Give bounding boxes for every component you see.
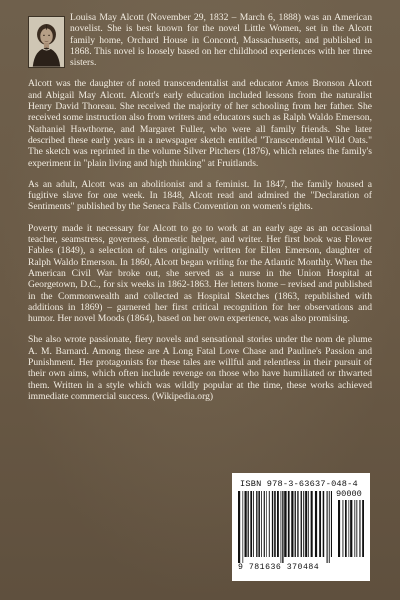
- barcode-bar: [354, 500, 355, 557]
- paragraph-1: [28, 12, 372, 68]
- description-text: [28, 12, 372, 412]
- barcode-bar: [256, 491, 257, 557]
- barcode-bar: [238, 491, 240, 563]
- barcode-bar: [250, 491, 252, 557]
- barcode-bar: [295, 491, 296, 557]
- barcode-bar: [331, 491, 332, 557]
- paragraph-2: Alcott was the daughter of noted transcendentalist and educator Amos Bronson Alcott and Abigail May Alcott. Alcott's early education included lessons from the naturalist Henry David Thoreau. She received the majority of her schooling from her father. She received some instruction also from writers and educators such as Ralph Waldo Emerson, Nathaniel Hawthorne, and Margaret Fuller, who were all family friends. She later described these early years in a newspaper sketch entitled "Transcendental Wild Oats." The sketch was reprinted in the volume Silver Pitchers (1876), which relates the family's experiment in "plain living and high thinking" at Fruitlands.: [28, 78, 372, 169]
- barcode-bar: [327, 491, 328, 563]
- barcode-bar: [282, 491, 283, 563]
- barcode-panel: [232, 473, 370, 581]
- barcode-bar: [362, 500, 364, 557]
- barcode-addon-icon: [338, 500, 364, 563]
- barcode-bar: [301, 491, 302, 557]
- barcode-bar: [303, 491, 304, 557]
- barcode-bar: [329, 491, 330, 563]
- barcode-main-icon: [238, 491, 332, 563]
- barcode-bar: [348, 500, 349, 557]
- barcode-bar: [288, 491, 290, 557]
- ean-digits: 9 781636 370484: [238, 563, 320, 572]
- barcode-bar: [315, 491, 317, 557]
- barcode-bar: [359, 500, 360, 557]
- barcode-bar: [264, 491, 265, 557]
- barcode-bar: [272, 491, 273, 557]
- barcode-bar: [342, 500, 343, 557]
- portrait-spacer: [28, 12, 70, 66]
- barcode-bar: [244, 491, 246, 557]
- barcode-bar: [269, 491, 270, 557]
- barcode-bar: [253, 491, 254, 557]
- barcode-bar: [305, 491, 307, 557]
- addon-digits: 90000: [336, 489, 362, 499]
- barcode-bar: [345, 500, 347, 557]
- barcode-bar: [284, 491, 286, 557]
- paragraph-4: Poverty made it necessary for Alcott to go to work at an early age as an occasional teacher, seamstress, governess, domestic helper, and writer. Her first book was Flower Fables (1849), a selection of tales originally written for Ellen Emerson, daughter of Ralph Waldo Emerson. In 1860, Alcott began writing for the Atlantic Monthly. When the American Civil War broke out, she served as a nurse in the Union Hospital at Georgetown, D.C., for six weeks in 1862-1863. Her letters home – revised and published in the Commonwealth and collected as Hospital Sketches (1863, republished with additions in 1869) – garnered her first critical recognition for her observations and humor. Her novel Moods (1864), based on her own experience, was also promising.: [28, 222, 372, 325]
- paragraph-5: She also wrote passionate, fiery novels and sensational stories under the nom de plume A. M. Barnard. Among these are A Long Fatal Love Chase and Pauline's Passion and Punishment. Her protagonists for these tales are willful and relentless in their pursuit of their own aims, which often include revenge on those who have humiliated or thwarted them. Written in a style which was wildly popular at the time, these works achieved immediate commercial success. (Wikipedia.org): [28, 334, 372, 402]
- barcode-bar: [274, 491, 276, 557]
- barcode-bar: [291, 491, 293, 557]
- barcode-bar: [319, 491, 321, 557]
- paragraph-3: As an adult, Alcott was an abolitionist and a feminist. In 1847, the family housed a fugitive slave for one week. In 1848, Alcott read and admired the "Declaration of Sentiments" published by the Seneca Falls Convention on women's rights.: [28, 178, 372, 213]
- barcode-bars: [238, 491, 364, 563]
- barcode-bar: [281, 491, 282, 563]
- barcode-bar: [338, 500, 340, 557]
- barcode-bar: [323, 491, 325, 557]
- barcode-bar: [311, 491, 313, 557]
- barcode-bar: [248, 491, 249, 557]
- barcode-bar: [261, 491, 262, 557]
- isbn-label: ISBN 978-3-63637-048-4: [240, 479, 358, 489]
- barcode-bar: [277, 491, 279, 557]
- barcode-bar: [258, 491, 259, 557]
- barcode-bar: [266, 491, 267, 557]
- barcode-bar: [242, 491, 243, 563]
- barcode-bar: [297, 491, 298, 557]
- paragraph-1-text: Louisa May Alcott (November 29, 1832 – March 6, 1888) was an American novelist. She is best known for the novel Little Women, set in the Alcott family home, Orchard House in Concord, Massachusetts, and published in 1868. This novel is loosely based on her childhood experiences with her three sisters.: [70, 12, 372, 69]
- barcode-bar: [356, 500, 357, 557]
- barcode-bar: [308, 491, 309, 557]
- barcode-bar: [350, 500, 352, 557]
